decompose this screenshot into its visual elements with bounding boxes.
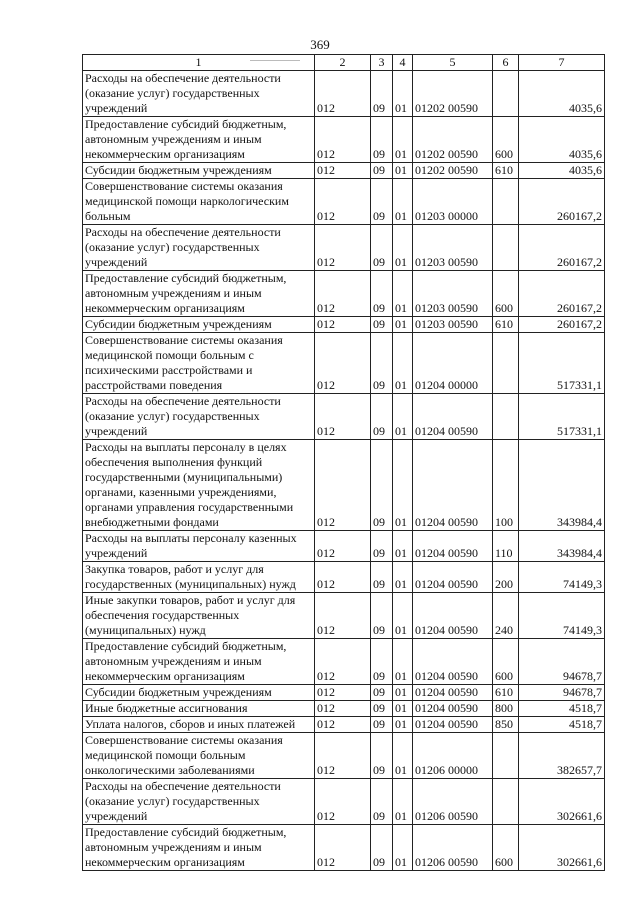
row-amount: 260167,2 (519, 271, 605, 317)
row-subsection: 01 (393, 717, 413, 733)
row-gov-code: 012 (315, 163, 371, 179)
row-amount: 74149,3 (519, 562, 605, 593)
row-section: 09 (371, 779, 393, 825)
column-header: 1 (83, 55, 315, 71)
row-name: Предоставление субсидий бюджетным, автономным учреждениям и иным некоммерческим организациям (83, 117, 315, 163)
column-header: 2 (315, 55, 371, 71)
row-expense-type: 800 (493, 701, 519, 717)
table-row (83, 562, 605, 593)
row-amount: 260167,2 (519, 179, 605, 225)
table-row (83, 163, 605, 179)
row-name: Закупка товаров, работ и услуг для государственных (муниципальных) нужд (83, 562, 315, 593)
row-section: 09 (371, 639, 393, 685)
table-row (83, 179, 605, 225)
row-expense-type: 600 (493, 639, 519, 685)
table-row (83, 225, 605, 271)
row-target-article: 01203 00000 (413, 179, 493, 225)
row-amount: 260167,2 (519, 225, 605, 271)
row-section: 09 (371, 117, 393, 163)
row-target-article: 01202 00590 (413, 117, 493, 163)
row-target-article: 01206 00590 (413, 825, 493, 871)
column-header: 3 (371, 55, 393, 71)
row-amount: 302661,6 (519, 779, 605, 825)
row-subsection: 01 (393, 117, 413, 163)
row-expense-type (493, 179, 519, 225)
row-subsection: 01 (393, 531, 413, 562)
row-gov-code: 012 (315, 531, 371, 562)
table-row (83, 701, 605, 717)
row-expense-type (493, 71, 519, 117)
row-expense-type (493, 733, 519, 779)
row-expense-type: 600 (493, 825, 519, 871)
row-target-article: 01202 00590 (413, 163, 493, 179)
row-subsection: 01 (393, 685, 413, 701)
row-gov-code: 012 (315, 117, 371, 163)
row-expense-type: 610 (493, 163, 519, 179)
table-row (83, 733, 605, 779)
row-subsection: 01 (393, 440, 413, 531)
row-gov-code: 012 (315, 333, 371, 394)
row-subsection: 01 (393, 163, 413, 179)
row-name: Предоставление субсидий бюджетным, автономным учреждениям и иным некоммерческим организациям (83, 271, 315, 317)
row-amount: 343984,4 (519, 531, 605, 562)
table-row (83, 531, 605, 562)
row-section: 09 (371, 733, 393, 779)
row-expense-type (493, 779, 519, 825)
row-subsection: 01 (393, 333, 413, 394)
row-expense-type: 100 (493, 440, 519, 531)
table-body (83, 71, 605, 871)
row-section: 09 (371, 440, 393, 531)
row-expense-type: 610 (493, 685, 519, 701)
row-subsection: 01 (393, 394, 413, 440)
row-target-article: 01203 00590 (413, 225, 493, 271)
row-name: Иные бюджетные ассигнования (83, 701, 315, 717)
column-header: 5 (413, 55, 493, 71)
row-amount: 4035,6 (519, 163, 605, 179)
row-section: 09 (371, 333, 393, 394)
table-row (83, 779, 605, 825)
row-expense-type: 850 (493, 717, 519, 733)
row-expense-type: 110 (493, 531, 519, 562)
row-target-article: 01204 00590 (413, 717, 493, 733)
table-row (83, 825, 605, 871)
table-row (83, 639, 605, 685)
table-row (83, 117, 605, 163)
row-amount: 4035,6 (519, 117, 605, 163)
row-amount: 94678,7 (519, 639, 605, 685)
row-name: Совершенствование системы оказания медицинской помощи больным с психическими расстройствами и расстройствами поведения (83, 333, 315, 394)
row-subsection: 01 (393, 317, 413, 333)
row-target-article: 01206 00590 (413, 779, 493, 825)
row-section: 09 (371, 163, 393, 179)
column-header: 7 (519, 55, 605, 71)
table-row (83, 717, 605, 733)
row-gov-code: 012 (315, 717, 371, 733)
row-gov-code: 012 (315, 685, 371, 701)
row-target-article: 01203 00590 (413, 317, 493, 333)
row-section: 09 (371, 562, 393, 593)
table-row (83, 685, 605, 701)
row-name: Уплата налогов, сборов и иных платежей (83, 717, 315, 733)
row-gov-code: 012 (315, 701, 371, 717)
row-section: 09 (371, 394, 393, 440)
row-name: Иные закупки товаров, работ и услуг для обеспечения государственных (муниципальных) нужд (83, 593, 315, 639)
row-subsection: 01 (393, 593, 413, 639)
row-section: 09 (371, 271, 393, 317)
row-section: 09 (371, 531, 393, 562)
row-name: Совершенствование системы оказания медицинской помощи больным онкологическими заболеваниями (83, 733, 315, 779)
row-section: 09 (371, 825, 393, 871)
row-subsection: 01 (393, 639, 413, 685)
row-subsection: 01 (393, 225, 413, 271)
row-expense-type (493, 333, 519, 394)
row-expense-type: 240 (493, 593, 519, 639)
row-name: Расходы на обеспечение деятельности (оказание услуг) государственных учреждений (83, 225, 315, 271)
row-name: Расходы на обеспечение деятельности (оказание услуг) государственных учреждений (83, 71, 315, 117)
row-gov-code: 012 (315, 225, 371, 271)
row-expense-type: 200 (493, 562, 519, 593)
budget-table (82, 54, 605, 871)
row-amount: 4518,7 (519, 701, 605, 717)
table-row (83, 440, 605, 531)
row-name: Расходы на обеспечение деятельности (оказание услуг) государственных учреждений (83, 779, 315, 825)
row-expense-type (493, 225, 519, 271)
row-target-article: 01204 00590 (413, 593, 493, 639)
row-target-article: 01204 00590 (413, 701, 493, 717)
row-amount: 343984,4 (519, 440, 605, 531)
row-name: Расходы на выплаты персоналу казенных учреждений (83, 531, 315, 562)
row-section: 09 (371, 71, 393, 117)
row-gov-code: 012 (315, 825, 371, 871)
row-subsection: 01 (393, 825, 413, 871)
row-gov-code: 012 (315, 593, 371, 639)
row-target-article: 01204 00590 (413, 639, 493, 685)
table-row (83, 71, 605, 117)
row-amount: 517331,1 (519, 394, 605, 440)
row-target-article: 01204 00590 (413, 531, 493, 562)
table-row (83, 593, 605, 639)
row-amount: 4035,6 (519, 71, 605, 117)
row-gov-code: 012 (315, 733, 371, 779)
row-subsection: 01 (393, 701, 413, 717)
row-gov-code: 012 (315, 179, 371, 225)
row-gov-code: 012 (315, 639, 371, 685)
row-expense-type: 600 (493, 271, 519, 317)
row-section: 09 (371, 179, 393, 225)
row-target-article: 01204 00590 (413, 685, 493, 701)
row-subsection: 01 (393, 779, 413, 825)
table-row (83, 394, 605, 440)
row-section: 09 (371, 317, 393, 333)
column-header-row (83, 55, 605, 71)
row-expense-type (493, 394, 519, 440)
row-target-article: 01204 00000 (413, 333, 493, 394)
row-target-article: 01204 00590 (413, 394, 493, 440)
row-name: Субсидии бюджетным учреждениям (83, 317, 315, 333)
row-section: 09 (371, 717, 393, 733)
table-row (83, 317, 605, 333)
row-amount: 260167,2 (519, 317, 605, 333)
table-row (83, 333, 605, 394)
row-expense-type: 600 (493, 117, 519, 163)
row-target-article: 01202 00590 (413, 71, 493, 117)
page-number: 369 (310, 37, 330, 52)
row-target-article: 01206 00000 (413, 733, 493, 779)
row-gov-code: 012 (315, 562, 371, 593)
row-name: Совершенствование системы оказания медицинской помощи наркологическим больным (83, 179, 315, 225)
column-header: 6 (493, 55, 519, 71)
row-name: Предоставление субсидий бюджетным, автономным учреждениям и иным некоммерческим организациям (83, 639, 315, 685)
row-target-article: 01204 00590 (413, 440, 493, 531)
row-section: 09 (371, 701, 393, 717)
row-gov-code: 012 (315, 440, 371, 531)
row-gov-code: 012 (315, 271, 371, 317)
row-gov-code: 012 (315, 779, 371, 825)
row-expense-type: 610 (493, 317, 519, 333)
row-name: Субсидии бюджетным учреждениям (83, 163, 315, 179)
column-header: 4 (393, 55, 413, 71)
row-amount: 4518,7 (519, 717, 605, 733)
row-section: 09 (371, 225, 393, 271)
row-amount: 517331,1 (519, 333, 605, 394)
row-target-article: 01204 00590 (413, 562, 493, 593)
row-target-article: 01203 00590 (413, 271, 493, 317)
table-row (83, 271, 605, 317)
row-section: 09 (371, 593, 393, 639)
row-amount: 382657,7 (519, 733, 605, 779)
row-name: Предоставление субсидий бюджетным, автономным учреждениям и иным некоммерческим организациям (83, 825, 315, 871)
row-subsection: 01 (393, 179, 413, 225)
row-amount: 94678,7 (519, 685, 605, 701)
row-name: Расходы на выплаты персоналу в целях обеспечения выполнения функций государственными (муниципальными) органами, казенными учреждениями, органами управления государственными внебюджетными фондами (83, 440, 315, 531)
row-subsection: 01 (393, 562, 413, 593)
row-subsection: 01 (393, 71, 413, 117)
row-name: Расходы на обеспечение деятельности (оказание услуг) государственных учреждений (83, 394, 315, 440)
row-subsection: 01 (393, 271, 413, 317)
row-gov-code: 012 (315, 71, 371, 117)
row-gov-code: 012 (315, 394, 371, 440)
row-subsection: 01 (393, 733, 413, 779)
row-section: 09 (371, 685, 393, 701)
row-gov-code: 012 (315, 317, 371, 333)
row-amount: 302661,6 (519, 825, 605, 871)
row-amount: 74149,3 (519, 593, 605, 639)
row-name: Субсидии бюджетным учреждениям (83, 685, 315, 701)
